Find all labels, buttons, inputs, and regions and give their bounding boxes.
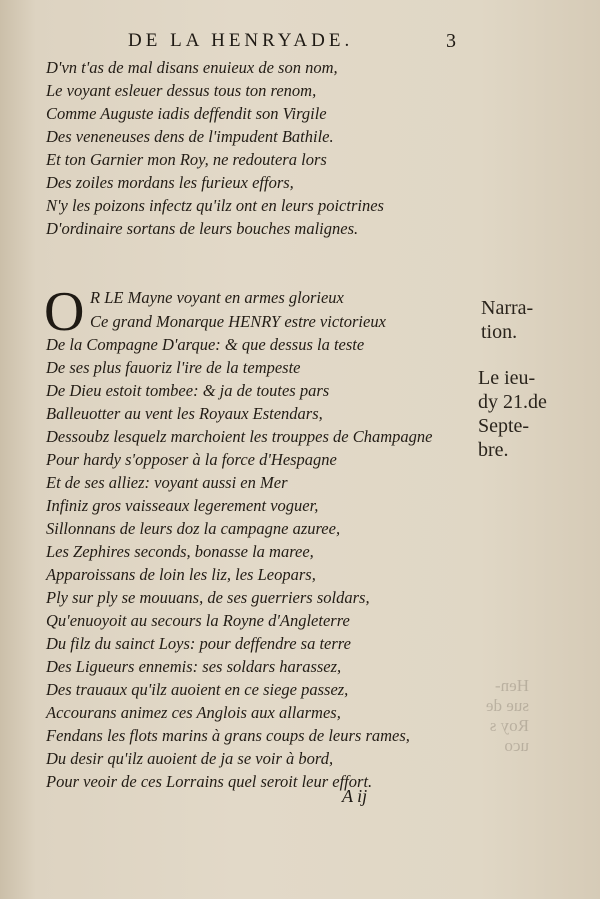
show-through-text: Hen- sue de Roy s uco: [486, 676, 529, 755]
verse-line: Infiniz gros vaisseaux legerement voguer,: [46, 496, 319, 515]
verse-line: De ses plus fauoriz l'ire de la tempeste: [46, 358, 301, 377]
verse-line: Du desir qu'ilz auoient de ja se voir à bord,: [46, 749, 334, 768]
verse-line: De Dieu estoit tombee: & ja de toutes pars: [46, 381, 330, 400]
verse-line-first: R LE Mayne voyant en armes glorieux: [90, 288, 344, 307]
verse-line: Pour hardy s'opposer à la force d'Hespagne: [46, 450, 337, 469]
verse-line: Qu'enuoyoit au secours la Royne d'Angleterre: [46, 611, 350, 630]
page-number: 3: [446, 30, 456, 52]
verse-line: Des trauaux qu'ilz auoient en ce siege passez,: [46, 680, 349, 699]
verse-line: Des veneneuses dens de l'impudent Bathile.: [46, 127, 334, 146]
verse-line: Des Ligueurs ennemis: ses soldars harassez,: [46, 657, 342, 676]
verse-line: Dessoubz lesquelz marchoient les trouppes de Champagne: [46, 427, 433, 446]
verse-line: Fendans les flots marins à grans coups de leurs rames,: [46, 726, 410, 745]
verse-line: Et ton Garnier mon Roy, ne redoutera lors: [46, 150, 327, 169]
verse-line: Et de ses alliez: voyant aussi en Mer: [46, 473, 288, 492]
drop-cap: O: [44, 281, 85, 343]
verse-line: Balleuotter au vent les Royaux Estendars,: [46, 404, 323, 423]
running-head: DE LA HENRYADE.: [128, 30, 354, 51]
margin-note-narration: Narra- tion.: [481, 297, 534, 343]
verse-line: Sillonnans de leurs doz la campagne azuree,: [46, 519, 341, 538]
verse-line: Accourans animez ces Anglois aux allarmes,: [46, 703, 341, 722]
verse-line: Des zoiles mordans les furieux effors,: [46, 173, 294, 192]
verse-line: Ce grand Monarque HENRY estre victorieux: [90, 312, 386, 331]
verse-line: De la Compagne D'arque: & que dessus la teste: [46, 335, 365, 354]
verse-line: Apparoissans de loin les liz, les Leopars,: [46, 565, 316, 584]
verse-line: N'y les poizons infectz qu'ilz ont en leurs poictrines: [46, 196, 384, 215]
margin-note-date: Le ieu- dy 21.de Septe- bre.: [478, 367, 547, 461]
verse-line: D'vn t'as de mal disans enuieux de son nom,: [46, 58, 338, 77]
verse-line: Le voyant esleuer dessus tous ton renom,: [46, 81, 317, 100]
verse-line: Pour veoir de ces Lorrains quel seroit leur effort.: [46, 772, 373, 791]
verse-line: Ply sur ply se mouuans, de ses guerriers soldars,: [46, 588, 370, 607]
verse-line: Du filz du sainct Loys: pour deffendre sa terre: [46, 634, 351, 653]
verse-line: Les Zephires seconds, bonasse la maree,: [46, 542, 314, 561]
signature-mark: A ij: [342, 786, 368, 806]
verse-line: Comme Auguste iadis deffendit son Virgile: [46, 104, 327, 123]
verse-line: D'ordinaire sortans de leurs bouches malignes.: [46, 219, 359, 238]
